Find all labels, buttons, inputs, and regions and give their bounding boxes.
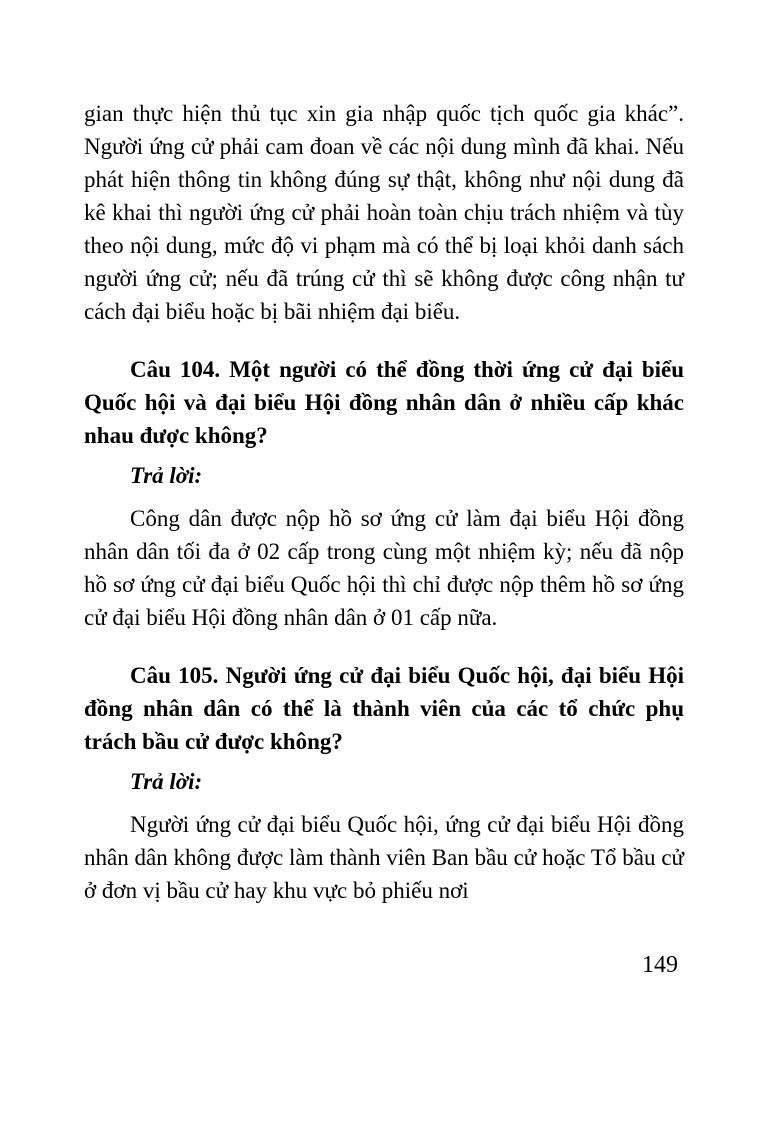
continuation-paragraph: gian thực hiện thủ tục xin gia nhập quốc tịch quốc gia khác”. Người ứng cử phải cam đoan về các nội dung mình đã khai. Nếu phát hiện thông tin không đúng sự thật, không như nội dung đã kê khai thì người ứng cử phải hoàn toàn chịu trách nhiệm và tùy theo nội dung, mức độ vi phạm mà có thể bị loại khỏi danh sách người ứng cử; nếu đã trúng cử thì sẽ không được công nhận tư cách đại biểu hoặc bị bãi nhiệm đại biểu.: [84, 101, 684, 324]
question-104-heading: Câu 104. Một người có thể đồng thời ứng cử đại biểu Quốc hội và đại biểu Hội đồng nhân dân ở nhiều cấp khác nhau được không?: [84, 357, 684, 448]
answer-label-105: Trả lời:: [130, 769, 203, 794]
answer-paragraph-104: Công dân được nộp hồ sơ ứng cử làm đại biểu Hội đồng nhân dân tối đa ở 02 cấp trong cùng một nhiệm kỳ; nếu đã nộp hồ sơ ứng cử đại biểu Quốc hội thì chỉ được nộp thêm hồ sơ ứng cử đại biểu Hội đồng nhân dân ở 01 cấp nữa.: [84, 506, 684, 630]
answer-paragraph-105: Người ứng cử đại biểu Quốc hội, ứng cử đại biểu Hội đồng nhân dân không được làm thành viên Ban bầu cử hoặc Tổ bầu cử ở đơn vị bầu cử hay khu vực bỏ phiếu nơi: [84, 812, 684, 903]
answer-label-104: Trả lời:: [130, 463, 203, 488]
question-105-heading: Câu 105. Người ứng cử đại biểu Quốc hội, đại biểu Hội đồng nhân dân có thể là thành viên của các tổ chức phụ trách bầu cử được không?: [84, 663, 684, 754]
page-number: 149: [642, 952, 678, 978]
text-column: [84, 97, 684, 982]
